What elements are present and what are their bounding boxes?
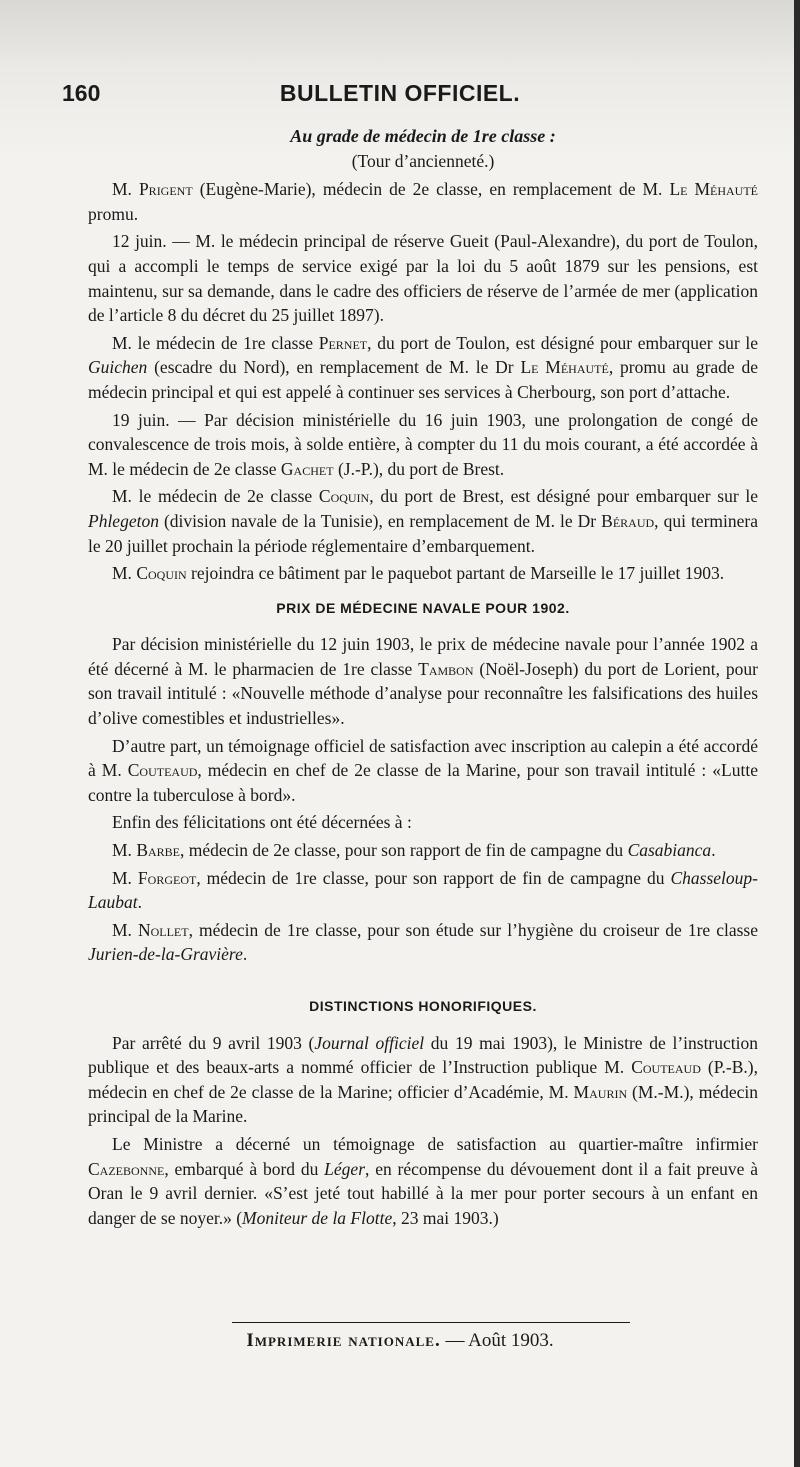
paragraph-gachet: 19 juin. — Par décision ministérielle du 16 juin 1903, une prolongation de congé de convalescence de trois mois, à solde entière, à compter du 11 du mois courant, a été accordée à M. le médecin de 2e classe Gachet (J.-P.), du port de Brest. <box>88 409 758 479</box>
paragraph-gueit: 12 juin. — M. le médecin principal de réserve Gueit (Paul-Alexandre), du port de Toulon, qui a accompli le temps de service exigé par la loi du 5 août 1879 sur les pensions, est maintenu, sur sa demande, dans le cadre des officiers de réserve de l’armée de mer (application de l’article 8 du décret du 25 juillet 1897). <box>88 231 758 326</box>
page-edge-shadow <box>794 0 800 1467</box>
paragraph-prix-tambon: Par décision ministérielle du 12 juin 1903, le prix de médecine navale pour l’année 1902 a été décerné à M. le pharmacien de 1re classe Tambon (Noël-Joseph) du port de Lorient, pour son travail intitulé : «Nouvelle méthode d’analyse pour reconnaître les falsifications des huiles d’olive comestibles et industrielles». <box>88 634 758 729</box>
grade-section-title: Au grade de médecin de 1re classe : <box>290 126 556 146</box>
printer-name: Imprimerie nationale. <box>246 1330 441 1351</box>
page-number: 160 <box>62 80 101 106</box>
paragraph-cazebonne: Le Ministre a décerné un témoignage de satisfaction au quartier-maître infirmier Cazebonne, embarqué à bord du Léger, en récompense du dévouement dont il a fait preuve à Oran le 9 avril dernier. «S’est jeté tout habillé à la mer pour porter secours à un enfant en danger de se noyer.» (Moniteur de la Flotte, 23 mai 1903.) <box>88 1133 758 1228</box>
prix-section-title: PRIX DE MÉDECINE NAVALE POUR 1902. <box>276 599 570 616</box>
paragraph-nollet: M. Nollet, médecin de 1re classe, pour son étude sur l’hygiène du croiseur de 1re classe Jurien-de-la-Gravière. <box>88 919 758 965</box>
page-header <box>62 80 738 112</box>
paragraph-coquin-rejoindra: M. Coquin rejoindra ce bâtiment par le paquebot partant de Marseille le 17 juillet 1903. <box>112 563 725 584</box>
paragraph-felicitations: Enfin des félicitations ont été décernées à : <box>112 812 412 833</box>
paragraph-couteaud: D’autre part, un témoignage officiel de satisfaction avec inscription au calepin a été accordé à M. Couteaud, médecin en chef de 2e classe de la Marine, pour son travail intitulé : «Lutte contre la tuberculose à bord». <box>88 735 758 805</box>
footer-separator: — <box>440 1330 469 1351</box>
print-date: Août 1903. <box>468 1330 554 1351</box>
paragraph-arrete-instruction: Par arrêté du 9 avril 1903 (Journal officiel du 19 mai 1903), le Ministre de l’instruction publique et des beaux-arts a nommé officier de l’Instruction publique M. Couteaud (P.-B.), médecin en chef de 2e classe de la Marine; officier d’Académie, M. Maurin (M.-M.), médecin principal de la Marine. <box>88 1032 758 1127</box>
paragraph-prigent: M. Prigent (Eugène-Marie), médecin de 2e classe, en remplacement de M. Le Méhauté promu. <box>88 179 759 224</box>
grade-section-subtitle: (Tour d’ancienneté.) <box>351 150 495 171</box>
paragraph-forgeot: M. Forgeot, médecin de 1re classe, pour son rapport de fin de campagne du Chasseloup-Laubat. <box>88 867 758 913</box>
footer-rule <box>232 1322 630 1323</box>
page-body <box>88 124 758 1233</box>
running-title: BULLETIN OFFICIEL. <box>279 80 521 106</box>
printer-footer <box>0 1330 800 1352</box>
paragraph-coquin: M. le médecin de 2e classe Coquin, du port de Brest, est désigné pour embarquer sur le Phlegeton (division navale de la Tunisie), en remplacement de M. le Dr Béraud, qui terminera le 20 juillet prochain la période réglementaire d’embarquement. <box>88 486 758 556</box>
paragraph-barbe: M. Barbe, médecin de 2e classe, pour son rapport de fin de campagne du Casabianca. <box>112 840 716 861</box>
paragraph-pernet: M. le médecin de 1re classe Pernet, du port de Toulon, est désigné pour embarquer sur le Guichen (escadre du Nord), en remplacement de M. le Dr Le Méhauté, promu au grade de médecin principal et qui est appelé à continuer ses services à Cherbourg, son port d’attache. <box>88 332 758 402</box>
distinctions-section-title: DISTINCTIONS HONORIFIQUES. <box>309 998 537 1014</box>
